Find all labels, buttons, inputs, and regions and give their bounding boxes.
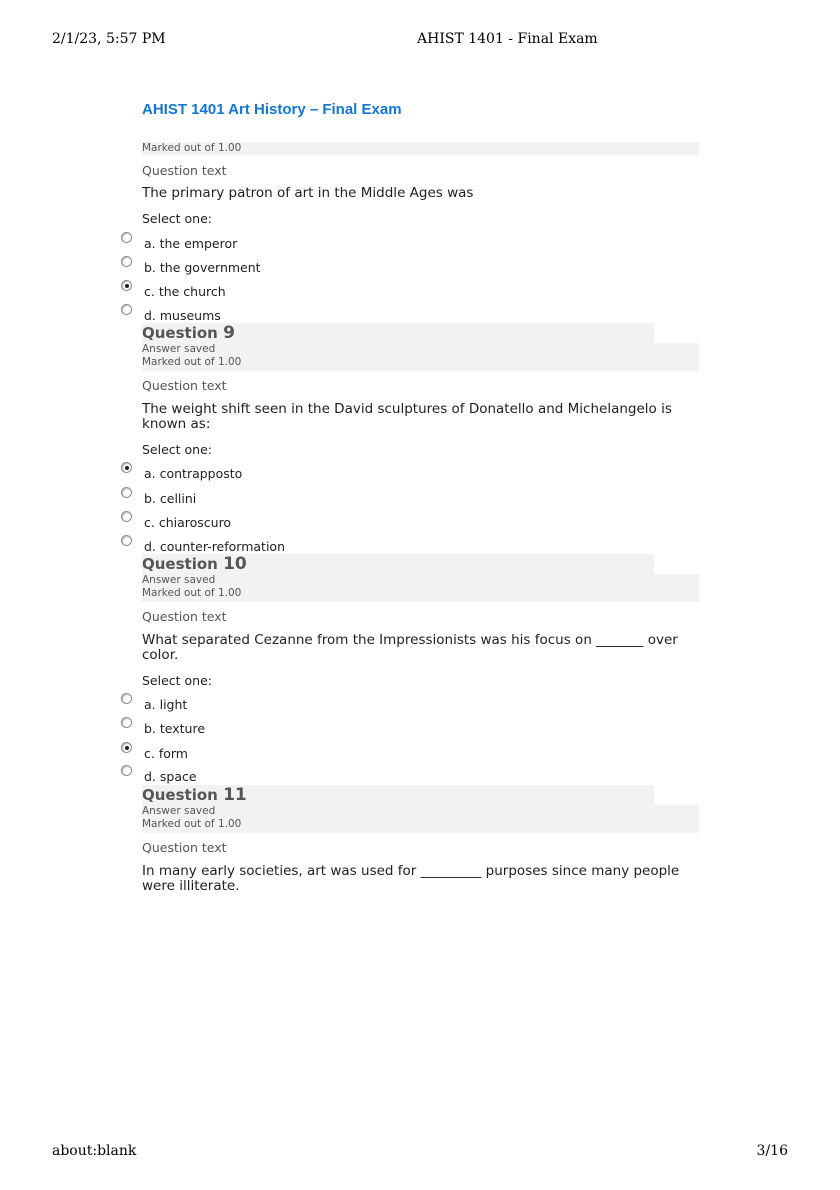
q9-option-a[interactable]: a. contrapposto [144, 466, 243, 481]
q9-option-b-radio[interactable] [121, 487, 132, 498]
q8-option-c-radio[interactable] [121, 280, 132, 291]
q9-marked: Marked out of 1.00 [142, 355, 242, 368]
q9-option-a-radio[interactable] [121, 462, 132, 473]
q11-marked: Marked out of 1.00 [142, 817, 242, 830]
q10-option-d[interactable]: d. space [144, 769, 197, 784]
q10-option-c-radio[interactable] [121, 742, 132, 753]
q8-select-one: Select one: [142, 211, 213, 226]
q9-option-d-radio[interactable] [121, 535, 132, 546]
q9-option-d[interactable]: d. counter-reformation [144, 539, 285, 554]
q8-question-text: The primary patron of art in the Middle Ages was [142, 185, 474, 201]
q10-option-a[interactable]: a. light [144, 697, 188, 712]
q10-option-d-radio[interactable] [121, 765, 132, 776]
q11-question-word: Question [142, 786, 218, 804]
q9-question-text: The weight shift seen in the David sculptures of Donatello and Michelangelo is known as: [142, 401, 672, 432]
q10-option-c[interactable]: c. form [144, 746, 188, 761]
q9-heading [142, 323, 654, 343]
q9-question-text-label: Question text [142, 378, 227, 393]
q11-question-text-label: Question text [142, 840, 227, 855]
q11-info [142, 805, 699, 833]
q11-question-text: In many early societies, art was used for _________ purposes since many people were illiterate. [142, 863, 680, 894]
q9-select-one: Select one: [142, 442, 213, 457]
q9-option-c[interactable]: c. chiaroscuro [144, 515, 232, 530]
print-title: AHIST 1401 - Final Exam [417, 31, 598, 47]
q8-option-c[interactable]: c. the church [144, 284, 226, 299]
q10-marked: Marked out of 1.00 [142, 586, 242, 599]
q8-marked: Marked out of 1.00 [142, 142, 699, 155]
q9-number: 9 [223, 323, 235, 343]
q9-option-b[interactable]: b. cellini [144, 491, 197, 506]
q11-heading [142, 785, 654, 805]
q11-status: Answer saved [142, 805, 216, 817]
q8-option-d-radio[interactable] [121, 304, 132, 315]
q8-option-b[interactable]: b. the government [144, 260, 261, 275]
q8-option-a-radio[interactable] [121, 232, 132, 243]
q10-status: Answer saved [142, 574, 216, 586]
q8-question-text-label: Question text [142, 163, 227, 178]
exam-title: AHIST 1401 Art History – Final Exam [142, 101, 402, 118]
q10-select-one: Select one: [142, 673, 213, 688]
q10-option-a-radio[interactable] [121, 693, 132, 704]
q10-question-text-label: Question text [142, 609, 227, 624]
q11-number: 11 [223, 785, 247, 805]
q10-number: 10 [223, 554, 247, 574]
q9-question-word: Question [142, 324, 218, 342]
q10-option-b[interactable]: b. texture [144, 721, 206, 736]
print-url: about:blank [52, 1143, 137, 1159]
print-datetime: 2/1/23, 5:57 PM [52, 31, 166, 47]
q10-option-b-radio[interactable] [121, 717, 132, 728]
q8-option-d[interactable]: d. museums [144, 308, 221, 323]
q8-option-b-radio[interactable] [121, 256, 132, 267]
q10-heading [142, 554, 654, 574]
print-page-number: 3/16 [756, 1143, 788, 1159]
q8-option-a[interactable]: a. the emperor [144, 236, 238, 251]
q10-info [142, 574, 699, 602]
q9-status: Answer saved [142, 343, 216, 355]
q9-info [142, 343, 699, 371]
q10-question-text: What separated Cezanne from the Impressionists was his focus on _______ over color. [142, 632, 678, 663]
q10-question-word: Question [142, 555, 218, 573]
q9-option-c-radio[interactable] [121, 511, 132, 522]
